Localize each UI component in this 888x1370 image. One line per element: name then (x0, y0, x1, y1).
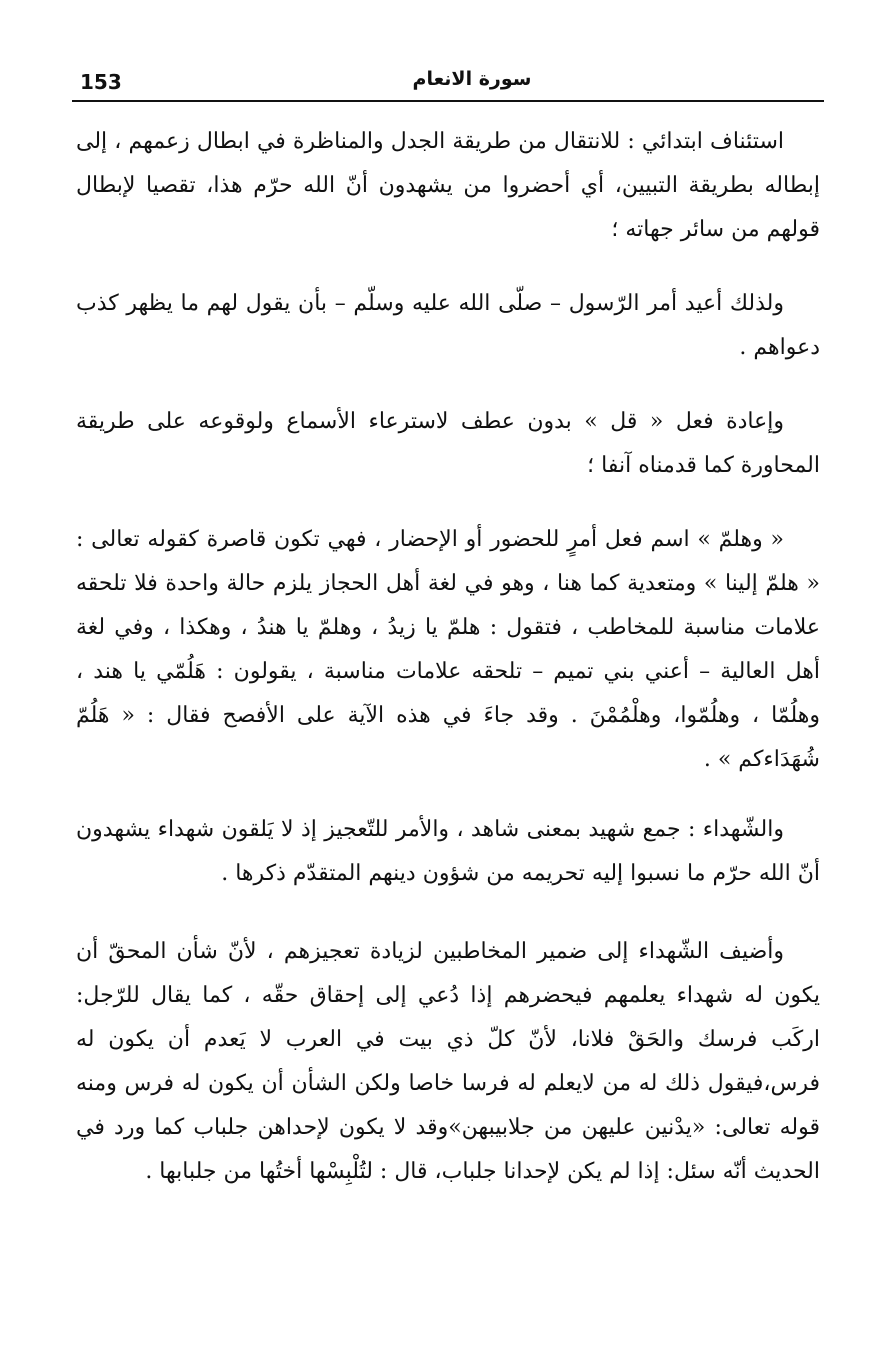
paragraph-iadat-fiil: وإعادة فعل « قل » بدون عطف لاسترعاء الأسماع ولوقوعه على طريقة المحاورة كما قدمناه آنفا ؛ (76, 409, 820, 478)
paragraph-halumma: « وهلمّ » اسم فعل أمرٍ للحضور أو الإحضار ، فهي تكون قاصرة كقوله تعالى : « هلمّ إلينا » ومتعدية كما هنا ، وهو في لغة أهل الحجاز يلزم حالة واحدة فلا تلحقه علامات مناسبة للمخاطب ، فتقول : هلمّ يا زيدُ ، وهلمّ يا هندُ ، وهكذا ، وفي لغة أهل العالية – أعني بني تميم – تلحقه علامات مناسبة ، يقولون : هَلُمّي يا هند ، وهلُمّا ، وهلُمّوا، وهلْمُمْنَ . وقد جاءَ في هذه الآية على الأفصح فقال : « هَلُمّ شُهَدَاءكم » . (76, 527, 821, 772)
paragraph-wa-lidhalik: ولذلك أعيد أمر الرّسول – صلّى الله عليه وسلّم – بأن يقول لهم ما يظهر كذب دعواهم . (76, 291, 820, 360)
page-number: 153 (80, 70, 122, 94)
page-header (72, 66, 824, 104)
paragraph-istinaf: استئناف ابتدائي : للانتقال من طريقة الجدل والمناظرة في ابطال زعمهم ، إلى إبطاله بطريقة التبيين، أي أحضروا من يشهدون أنّ الله حرّم هذا، تقصيا لإبطال قولهم من سائر جهاته ؛ (76, 129, 820, 242)
paragraph-udifa-al-shuhada: وأضيف الشّهداء إلى ضمير المخاطبين لزيادة تعجيزهم ، لأنّ شأن المحقّ أن يكون له شهداء يعلمهم فيحضرهم إذا دُعي إلى إحقاق حقّه ، كما يقال للرّجل: اركَب فرسك والحَقْ فلانا، لأنّ كلّ ذي بيت في العرب لا يَعدم أن يكون له فرس،فيقول ذلك له من لايعلم له فرسا خاصا ولكن الشأن أن يكون له فرس ومنه قوله تعالى: «يدْنين عليهن من جلابيبهن»وقد لا يكون لإحداهن جلباب كما ورد في الحديث أنّه سئل: إذا لم يكن لإحدانا جلباب، قال : لتُلْبِسْها أختُها من جلبابها . (76, 939, 820, 1184)
paragraph-al-shuhada: والشّهداء : جمع شهيد بمعنى شاهد ، والأمر للتّعجيز إذ لا يَلقون شهداء يشهدون أنّ الله حرّم ما نسبوا إليه تحريمه من شؤون دينهم المتقدّم ذكرها . (76, 817, 820, 886)
body-text (76, 120, 820, 1194)
running-head: سورة الانعام (412, 68, 532, 90)
header-rule (72, 100, 824, 102)
